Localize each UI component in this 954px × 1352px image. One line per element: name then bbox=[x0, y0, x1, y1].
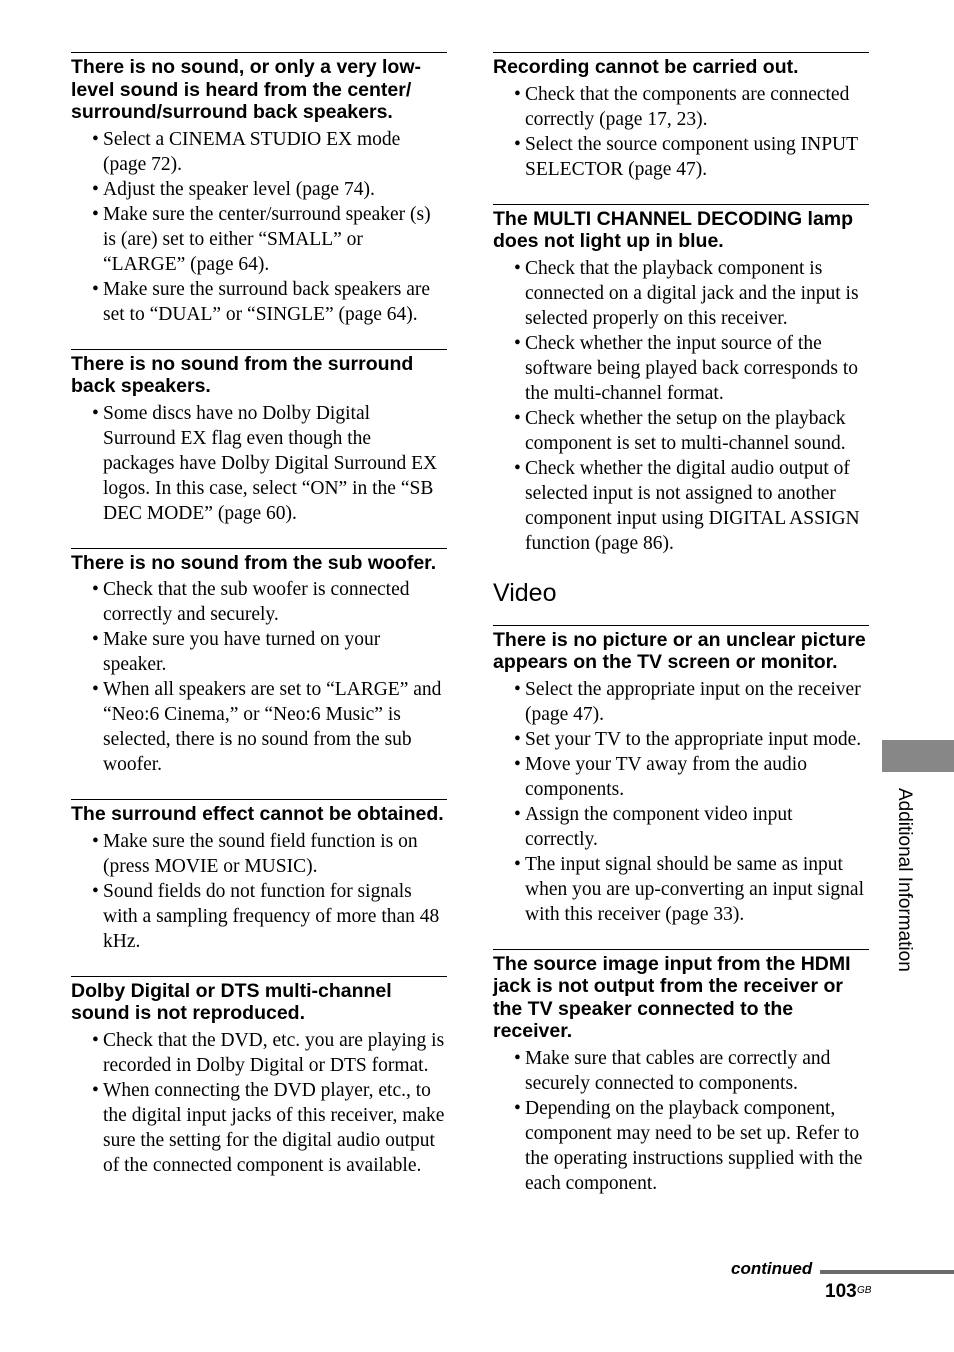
list-item-text: Assign the component video input correctly. bbox=[525, 803, 793, 850]
bullet-list bbox=[493, 677, 869, 927]
list-item bbox=[493, 802, 869, 852]
section-heading: The surround effect cannot be obtained. bbox=[71, 803, 444, 825]
bullet-icon: • bbox=[92, 178, 99, 200]
bullet-icon: • bbox=[514, 457, 521, 479]
troubleshooting-section bbox=[493, 52, 869, 182]
bullet-icon: • bbox=[514, 1047, 521, 1069]
video-heading: Video bbox=[493, 578, 557, 607]
list-item bbox=[71, 577, 447, 627]
bullet-icon: • bbox=[92, 203, 99, 225]
bullet-icon: • bbox=[514, 753, 521, 775]
list-item bbox=[493, 727, 869, 752]
bullet-list bbox=[71, 401, 447, 526]
bullet-icon: • bbox=[92, 579, 99, 600]
bullet-icon: • bbox=[514, 678, 521, 700]
bullet-icon: • bbox=[92, 402, 99, 424]
list-item-text: Sound fields do not function for signals with a sampling frequency of more than 48 kHz. bbox=[103, 880, 440, 952]
list-item bbox=[493, 132, 869, 182]
list-item-text: Make sure the surround back speakers are set to “DUAL” or “SINGLE” (page 64). bbox=[103, 278, 431, 325]
bullet-icon: • bbox=[514, 728, 521, 750]
page-number: 103 bbox=[825, 1281, 857, 1302]
list-item bbox=[493, 406, 869, 456]
list-item-text: Select a CINEMA STUDIO EX mode (page 72). bbox=[103, 128, 401, 175]
list-item bbox=[71, 879, 447, 954]
list-item-text: Move your TV away from the audio components. bbox=[525, 753, 807, 800]
bullet-icon: • bbox=[514, 1097, 521, 1119]
list-item bbox=[493, 1046, 869, 1096]
bullet-icon: • bbox=[514, 83, 521, 105]
list-item-text: Make sure you have turned on your speaker. bbox=[103, 629, 381, 675]
list-item-text: Adjust the speaker level (page 74). bbox=[103, 178, 375, 200]
section-heading: There is no picture or an unclear picture appears on the TV screen or monitor. bbox=[493, 628, 866, 673]
list-item bbox=[71, 677, 447, 777]
section-heading: There is no sound, or only a very low-level sound is heard from the center/ surround/surround back speakers. bbox=[71, 56, 421, 123]
list-item-text: Check whether the setup on the playback component is set to multi-channel sound. bbox=[525, 407, 846, 454]
troubleshooting-section bbox=[71, 799, 447, 954]
section-heading: There is no sound from the surround back speakers. bbox=[71, 352, 414, 397]
bullet-icon: • bbox=[92, 1079, 99, 1101]
section-heading: Recording cannot be carried out. bbox=[493, 56, 799, 78]
troubleshooting-section bbox=[71, 548, 447, 778]
bullet-list bbox=[71, 127, 447, 327]
list-item bbox=[71, 829, 447, 879]
list-item-text: Check that the playback component is connected on a digital jack and the input is selected properly on this receiver. bbox=[525, 257, 859, 329]
section-heading: Dolby Digital or DTS multi-channel sound is not reproduced. bbox=[71, 979, 392, 1024]
list-item-text: When all speakers are set to “LARGE” and “Neo:6 Cinema,” or “Neo:6 Music” is selected, there is no sound from the sub woofer. bbox=[103, 679, 442, 775]
list-item-text: Set your TV to the appropriate input mode. bbox=[525, 728, 862, 750]
section-heading: There is no sound from the sub woofer. bbox=[71, 551, 437, 574]
troubleshooting-section bbox=[71, 349, 447, 526]
right-top-sections bbox=[493, 52, 869, 556]
left-column bbox=[71, 52, 447, 1200]
list-item-text: Make sure the sound field function is on (press MOVIE or MUSIC). bbox=[103, 830, 418, 877]
section-tab-marker bbox=[882, 740, 954, 772]
bullet-icon: • bbox=[514, 257, 521, 279]
troubleshooting-section bbox=[493, 625, 869, 927]
page-number-suffix: GB bbox=[857, 1285, 872, 1296]
list-item bbox=[71, 1028, 447, 1078]
bullet-icon: • bbox=[92, 128, 99, 150]
list-item-text: Make sure the center/surround speaker (s) is (are) set to either “SMALL” or “LARGE” (page 64). bbox=[103, 203, 431, 275]
list-item bbox=[493, 256, 869, 331]
bullet-icon: • bbox=[92, 629, 99, 650]
bullet-list bbox=[493, 1046, 869, 1196]
bullet-icon: • bbox=[92, 278, 99, 300]
side-section-label: Additional Information bbox=[894, 788, 915, 972]
list-item bbox=[71, 1078, 447, 1178]
bullet-icon: • bbox=[92, 880, 99, 902]
list-item-text: Select the source component using INPUT SELECTOR (page 47). bbox=[525, 133, 858, 180]
bullet-list bbox=[71, 1028, 447, 1178]
list-item bbox=[493, 752, 869, 802]
bullet-icon: • bbox=[514, 853, 521, 875]
bullet-icon: • bbox=[92, 830, 99, 852]
continued-bar bbox=[820, 1270, 954, 1274]
list-item-text: The input signal should be same as input when you are up-converting an input signal with this receiver (page 33). bbox=[525, 853, 864, 925]
list-item bbox=[493, 1096, 869, 1196]
troubleshooting-section bbox=[71, 976, 447, 1178]
list-item-text: Select the appropriate input on the receiver (page 47). bbox=[525, 678, 861, 725]
list-item bbox=[71, 401, 447, 526]
list-item-text: Check whether the input source of the software being played back corresponds to the multi-channel format. bbox=[525, 332, 859, 404]
list-item bbox=[493, 82, 869, 132]
video-sections bbox=[493, 625, 869, 1196]
list-item-text: Make sure that cables are correctly and securely connected to components. bbox=[525, 1047, 831, 1094]
bullet-icon: • bbox=[514, 803, 521, 825]
list-item-text: Check whether the digital audio output of selected input is not assigned to another component input using DIGITAL ASSIGN function (page 86). bbox=[525, 457, 860, 554]
list-item bbox=[71, 177, 447, 202]
right-column bbox=[493, 52, 869, 1218]
list-item bbox=[493, 852, 869, 927]
list-item bbox=[71, 202, 447, 277]
section-heading: The MULTI CHANNEL DECODING lamp does not light up in blue. bbox=[493, 207, 854, 252]
list-item bbox=[71, 277, 447, 327]
bullet-icon: • bbox=[92, 1029, 99, 1051]
section-heading: The source image input from the HDMI jack is not output from the receiver or the TV speaker connected to the receiver. bbox=[493, 952, 851, 1042]
list-item-text: Check that the DVD, etc. you are playing is recorded in Dolby Digital or DTS format. bbox=[103, 1029, 445, 1076]
bullet-list bbox=[71, 577, 447, 777]
bullet-icon: • bbox=[514, 133, 521, 155]
bullet-list bbox=[71, 829, 447, 954]
list-item bbox=[493, 677, 869, 727]
list-item-text: Some discs have no Dolby Digital Surround EX flag even though the packages have Dolby Digital Surround EX logos. In this case, select “ON” in the “SB DEC MODE” (page 60). bbox=[103, 402, 438, 524]
list-item bbox=[71, 127, 447, 177]
troubleshooting-section bbox=[493, 204, 869, 556]
troubleshooting-section bbox=[493, 949, 869, 1196]
list-item bbox=[493, 331, 869, 406]
bullet-list bbox=[493, 82, 869, 182]
list-item bbox=[493, 456, 869, 556]
bullet-icon: • bbox=[514, 407, 521, 429]
troubleshooting-section bbox=[71, 52, 447, 327]
list-item-text: Check that the components are connected correctly (page 17, 23). bbox=[525, 83, 850, 130]
list-item bbox=[71, 627, 447, 677]
continued-label: continued bbox=[731, 1259, 813, 1278]
bullet-icon: • bbox=[514, 332, 521, 354]
list-item-text: Check that the sub woofer is connected correctly and securely. bbox=[103, 579, 410, 625]
list-item-text: When connecting the DVD player, etc., to the digital input jacks of this receiver, make sure the setting for the digital audio output of the connected component is available. bbox=[103, 1079, 445, 1176]
bullet-icon: • bbox=[92, 679, 99, 700]
list-item-text: Depending on the playback component, component may need to be set up. Refer to the operating instructions supplied with the each component. bbox=[525, 1097, 863, 1194]
bullet-list bbox=[493, 256, 869, 556]
